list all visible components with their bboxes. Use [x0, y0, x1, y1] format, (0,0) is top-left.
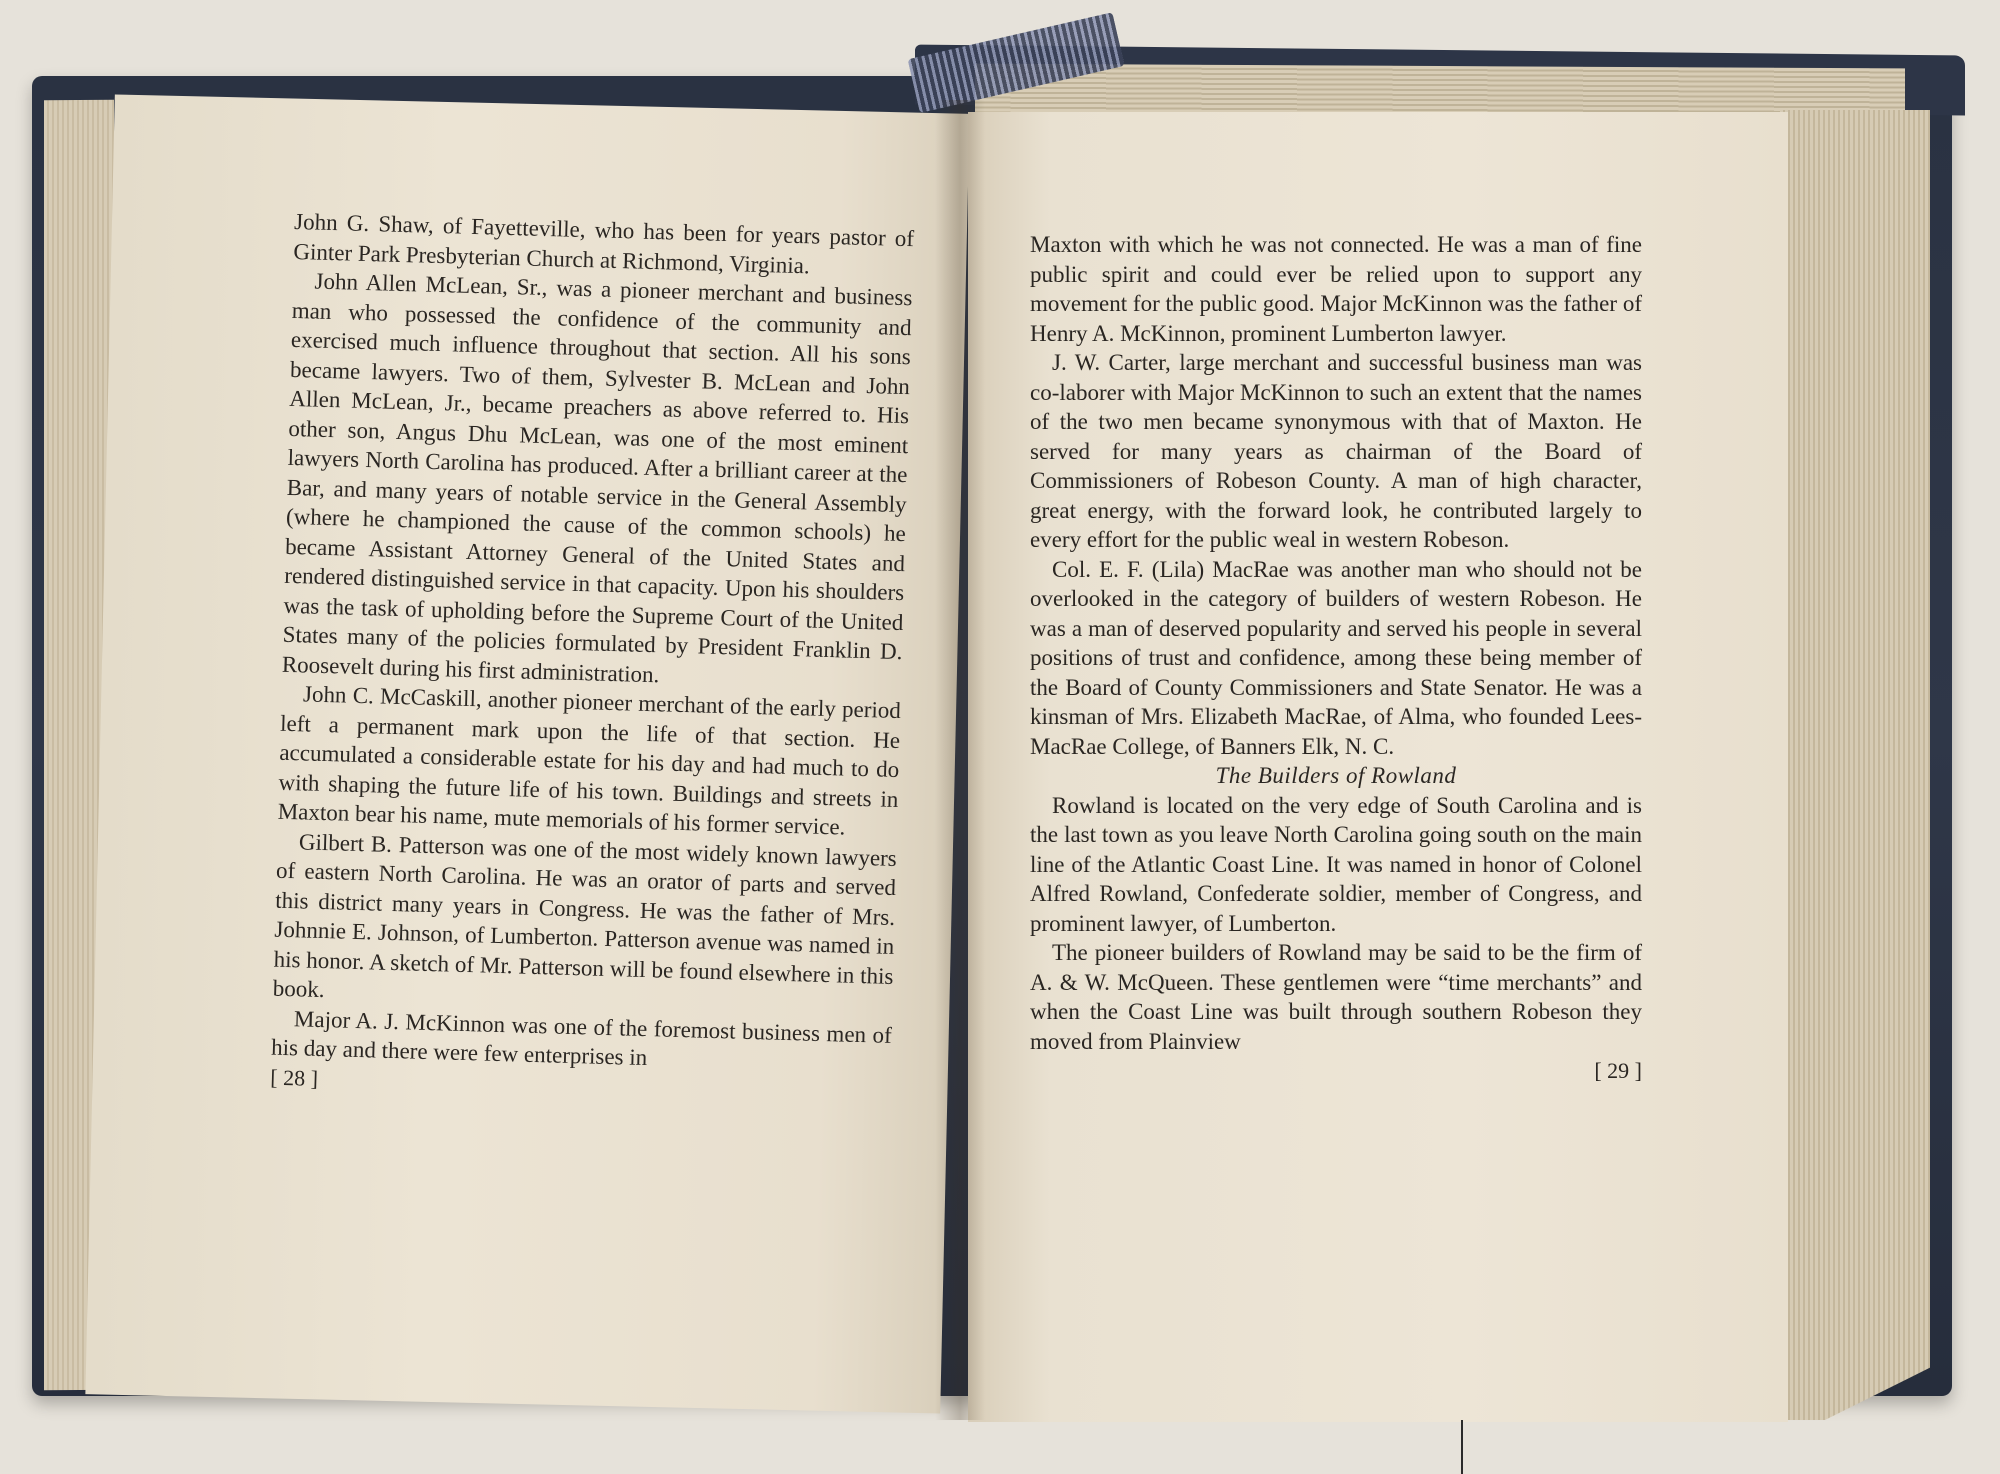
right-page-text: [1030, 230, 1642, 1086]
book-gutter: [935, 100, 985, 1420]
paragraph: Col. E. F. (Lila) MacRae was another man who should not be overlooked in the category of builders of western Robeson. He was a man of deserved popularity and served his people in several positions of trust and confidence, among these being member of the Board of County Commissioners and State Senator. He was a kinsman of Mrs. Elizabeth MacRae, of Alma, who founded Lees-MacRae College, of Banners Elk, N. C.: [1030, 556, 1642, 759]
page-number: [ 29 ]: [1594, 1058, 1642, 1083]
paragraph: The pioneer builders of Rowland may be said to be the firm of A. & W. McQueen. These gentlemen were “time merchants” and when the Coast Line was built through southern Robeson they moved from Plainview: [1030, 940, 1642, 1054]
paragraph: Rowland is located on the very edge of South Carolina and is the last town as you leave North Carolina going south on the main line of the Atlantic Coast Line. It was named in honor of Colonel Alfred Rowland, Confederate soldier, member of Congress, and prominent lawyer, of Lumberton.: [1030, 792, 1642, 936]
paragraph: Gilbert B. Patterson was one of the most widely known lawyers of eastern North Carolina. He was an orator of parts and served this district many years in Congress. He was the father of Mrs. Johnnie E. Johnson, of Lumberton. Patterson avenue was named in his honor. A sketch of Mr. Patterson will be found elsewhere in this book.: [272, 828, 898, 1003]
section-heading: The Builders of Rowland: [1215, 763, 1457, 788]
left-page: [85, 94, 969, 1413]
page-edges-right: [1780, 110, 1930, 1420]
paragraph: John G. Shaw, of Fayetteville, who has been for years pastor of Ginter Park Presbyterian Church at Richmond, Virginia.: [293, 208, 915, 278]
paragraph: J. W. Carter, large merchant and successful business man was co-laborer with Major McKinnon to such an extent that the names of the two men became synonymous with that of Maxton. He served for many years as chairman of the Board of Commissioners of Robeson County. A man of high character, great energy, with the forward look, he contributed largely to every effort for the public weal in western Robeson.: [1030, 350, 1642, 552]
page-number: [ 28 ]: [270, 1064, 319, 1091]
paragraph: Maxton with which he was not connected. He was a man of fine public spirit and could ever be relied upon to support any movement for the public good. Major McKinnon was the father of Henry A. McKinnon, prominent Lumberton lawyer.: [1030, 232, 1642, 346]
right-page: [968, 112, 1788, 1422]
table-edge-mark: [1461, 1420, 1463, 1474]
left-page-text: [270, 207, 914, 1109]
paragraph: Major A. J. McKinnon was one of the foremost business men of his day and there were few enterprises in: [270, 1005, 893, 1071]
paragraph: John Allen McLean, Sr., was a pioneer merchant and business man who possessed the confidence of the community and exercised much influence throughout that section. All his sons became lawyers. Two of them, Sylvester B. McLean and John Allen McLean, Jr., became preachers as above referred to. His other son, Angus Dhu McLean, was one of the most eminent lawyers North Carolina has produced. After a brilliant career at the Bar, and many years of notable service in the General Assembly (where he championed the cause of the common schools) he became Assistant Attorney General of the United States and rendered distinguished service in that capacity. Upon his shoulders was the task of upholding before the Supreme Court of the United States many of the policies formulated by President Franklin D. Roosevelt during his first administration.: [281, 268, 913, 687]
paragraph: John C. McCaskill, another pioneer merchant of the early period left a permanent mark upon the life of that section. He accumulated a considerable estate for his day and had much to do with shaping the future life of his town. Buildings and streets in Maxton bear his name, mute memorials of his former service.: [277, 681, 902, 840]
